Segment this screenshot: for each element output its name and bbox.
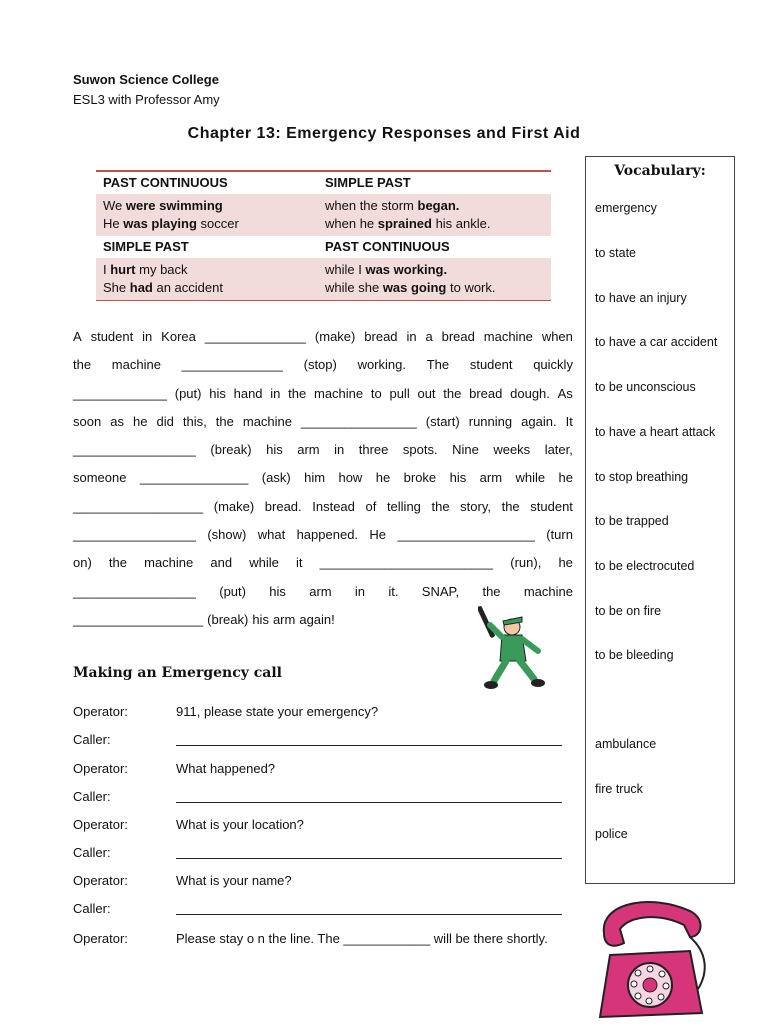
table-header-cell: PAST CONTINUOUS [325, 239, 450, 254]
story-line: _________________ (break) his arm in three spots. Nine weeks later, [73, 442, 573, 458]
chapter-title: Chapter 13: Emergency Responses and First Aid [187, 125, 581, 142]
operator-text: What is your location? [176, 817, 304, 832]
caller-answer-blank[interactable] [176, 745, 562, 746]
course-name: ESL3 with Professor Amy [73, 92, 220, 107]
table-row [96, 258, 551, 301]
vocabulary-item: to state [595, 246, 636, 260]
story-line: A student in Korea ______________ (make) bread in a bread machine when [73, 329, 573, 344]
operator-text: 911, please state your emergency? [176, 704, 379, 719]
caller-answer-blank[interactable] [176, 858, 562, 859]
vocabulary-box [585, 156, 735, 884]
caller-answer-blank[interactable] [176, 802, 562, 803]
running-police-officer-icon [478, 603, 550, 695]
vocabulary-item: to be bleeding [595, 648, 674, 662]
story-line: _________________ (show) what happened. He ___________________ (turn [73, 527, 573, 543]
vocabulary-item: to have a heart attack [595, 425, 716, 439]
table-row [96, 194, 551, 236]
story-line: the machine ______________ (stop) working. The student quickly [73, 357, 573, 373]
vocabulary-item: police [595, 827, 628, 841]
caller-label: Caller: [73, 845, 111, 860]
table-header-cell: PAST CONTINUOUS [103, 175, 228, 190]
story-paragraph [73, 323, 573, 634]
story-line: _____________ (put) his hand in the machine to pull out the bread dough. As [73, 385, 573, 401]
story-line: on) the machine and while it ________________________ (run), he [73, 555, 573, 571]
vocabulary-item: to have a car accident [595, 335, 718, 349]
vocabulary-item: to be trapped [595, 514, 669, 528]
vocabulary-title: Vocabulary: [614, 163, 706, 179]
table-header-cell: SIMPLE PAST [103, 239, 189, 254]
operator-label: Operator: [73, 704, 128, 719]
caller-label: Caller: [73, 901, 111, 916]
table-cell: We were swimming [103, 198, 223, 213]
operator-label: Operator: [73, 761, 128, 776]
table-cell: while she was going to work. [325, 280, 496, 295]
operator-label: Operator: [73, 931, 128, 946]
college-name: Suwon Science College [73, 72, 219, 87]
operator-label: Operator: [73, 817, 128, 832]
story-line: __________________ (break) his arm again! [73, 611, 335, 627]
table-header-row [96, 236, 551, 258]
red-telephone-icon [590, 893, 712, 1021]
table-cell: I hurt my back [103, 262, 188, 277]
caller-label: Caller: [73, 789, 111, 804]
operator-text: What happened? [176, 761, 276, 776]
operator-label: Operator: [73, 873, 128, 888]
vocabulary-item: to stop breathing [595, 470, 689, 484]
table-cell: while I was working. [325, 262, 448, 277]
table-header-row [96, 172, 551, 194]
table-cell: She had an accident [103, 280, 223, 295]
vocabulary-item: fire truck [595, 782, 643, 796]
vocabulary-item: to be unconscious [595, 380, 696, 394]
vocabulary-item: to have an injury [595, 291, 687, 305]
caller-label: Caller: [73, 732, 111, 747]
emergency-call-heading: Making an Emergency call [73, 665, 282, 681]
table-cell: He was playing soccer [103, 216, 239, 231]
operator-text: Please stay o n the line. The ____________ will be there shortly. [176, 931, 548, 946]
table-cell: when he sprained his ankle. [325, 216, 491, 231]
story-line: soon as he did this, the machine ________________ (start) running again. It [73, 413, 573, 429]
caller-answer-blank[interactable] [176, 914, 562, 915]
vocabulary-item: to be on fire [595, 604, 662, 618]
table-cell: when the storm began. [325, 198, 460, 213]
story-line: __________________ (make) bread. Instead of telling the story, the student [73, 498, 573, 514]
story-line: _________________ (put) his arm in it. SNAP, the machine [73, 583, 573, 599]
vocabulary-item: ambulance [595, 737, 657, 751]
table-header-cell: SIMPLE PAST [325, 175, 411, 190]
vocabulary-item: to be electrocuted [595, 559, 695, 573]
operator-text: What is your name? [176, 873, 292, 888]
story-line: someone _______________ (ask) him how he broke his arm while he [73, 470, 573, 486]
grammar-table [96, 170, 551, 301]
vocabulary-item: emergency [595, 201, 657, 215]
